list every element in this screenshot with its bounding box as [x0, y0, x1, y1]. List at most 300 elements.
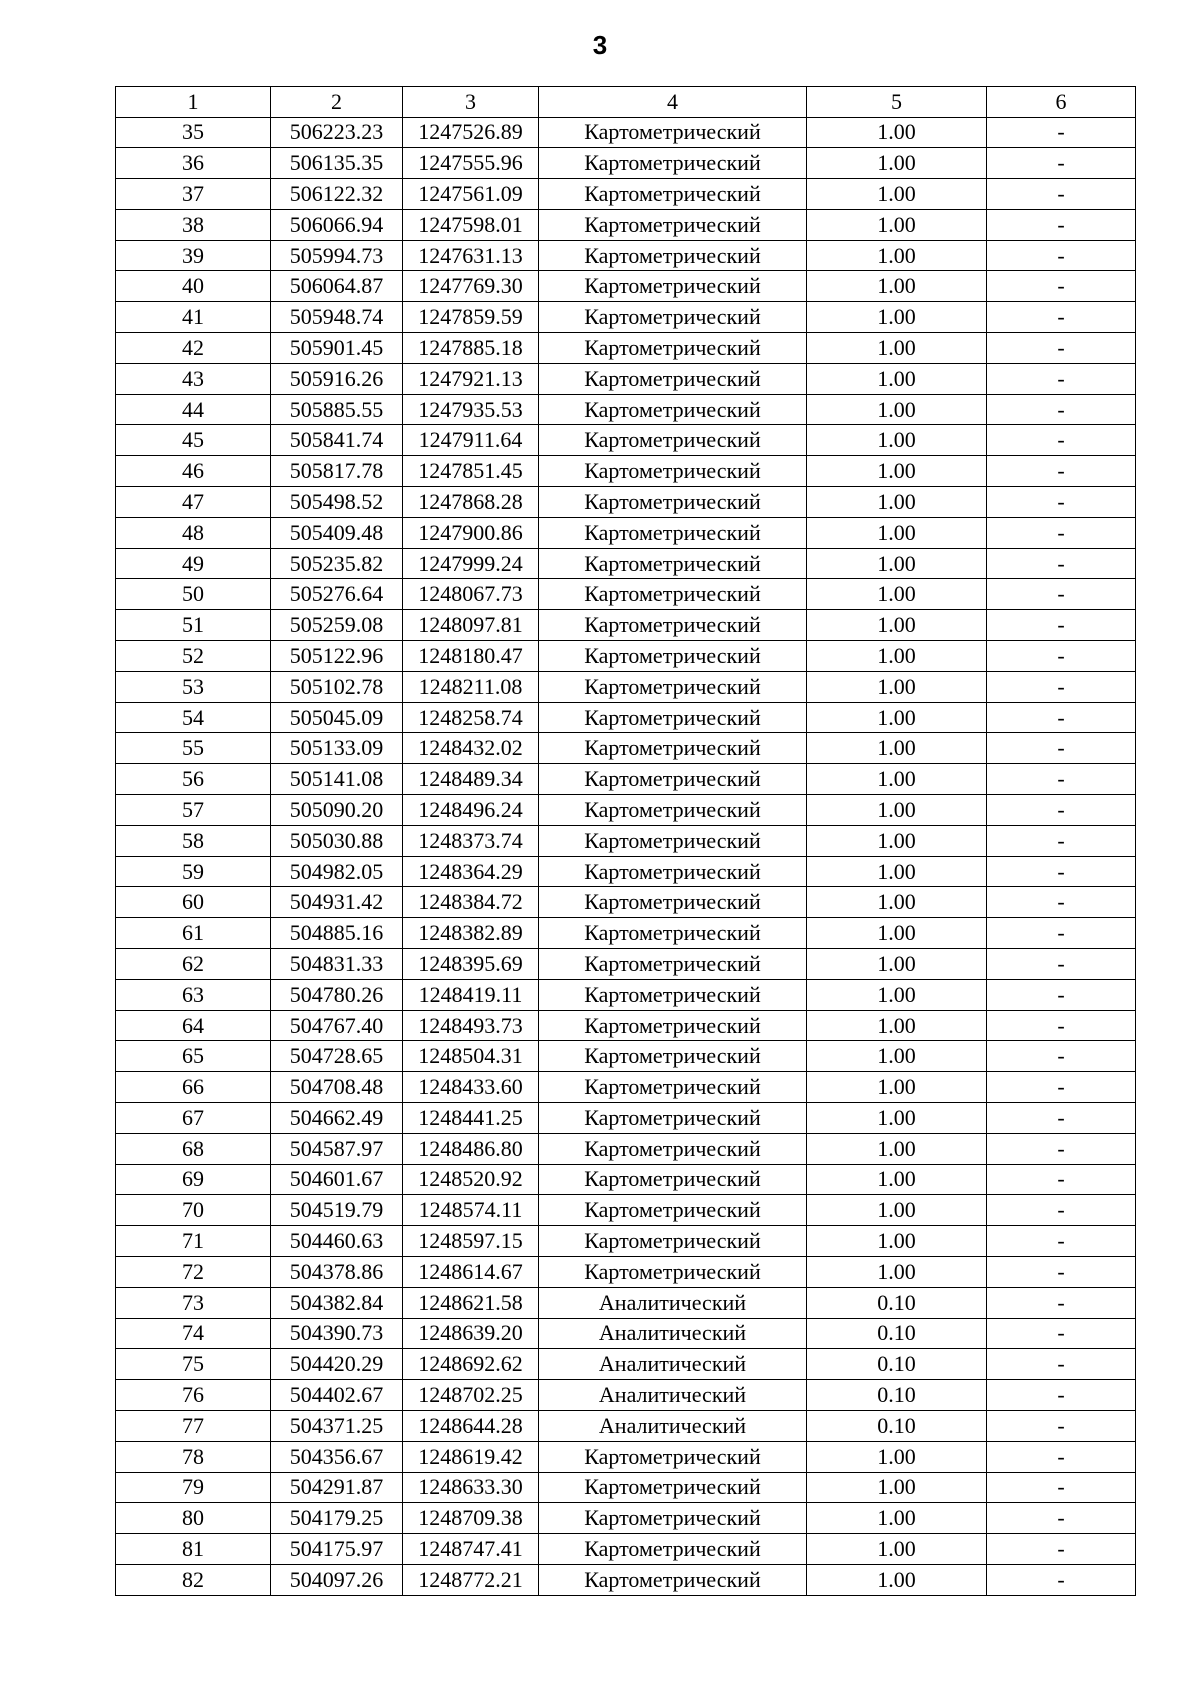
cell-accuracy: 1.00 — [807, 764, 987, 795]
cell-x-coordinate: 505102.78 — [271, 671, 403, 702]
cell-method: Картометрический — [539, 333, 807, 364]
cell-point-number: 58 — [116, 825, 271, 856]
cell-accuracy: 1.00 — [807, 117, 987, 148]
cell-note: - — [987, 641, 1136, 672]
table-row — [116, 394, 1136, 425]
cell-note: - — [987, 949, 1136, 980]
cell-y-coordinate: 1247561.09 — [403, 179, 539, 210]
cell-y-coordinate: 1248441.25 — [403, 1103, 539, 1134]
cell-point-number: 81 — [116, 1534, 271, 1565]
cell-point-number: 66 — [116, 1072, 271, 1103]
cell-point-number: 37 — [116, 179, 271, 210]
cell-y-coordinate: 1247900.86 — [403, 517, 539, 548]
cell-note: - — [987, 764, 1136, 795]
cell-x-coordinate: 505948.74 — [271, 302, 403, 333]
cell-x-coordinate: 504831.33 — [271, 949, 403, 980]
cell-accuracy: 1.00 — [807, 979, 987, 1010]
cell-method: Картометрический — [539, 949, 807, 980]
cell-point-number: 79 — [116, 1472, 271, 1503]
table-row — [116, 1349, 1136, 1380]
cell-x-coordinate: 505276.64 — [271, 579, 403, 610]
cell-method: Картометрический — [539, 1103, 807, 1134]
cell-note: - — [987, 302, 1136, 333]
cell-note: - — [987, 979, 1136, 1010]
cell-method: Картометрический — [539, 240, 807, 271]
cell-accuracy: 1.00 — [807, 918, 987, 949]
cell-accuracy: 1.00 — [807, 1256, 987, 1287]
cell-accuracy: 1.00 — [807, 1226, 987, 1257]
cell-note: - — [987, 1534, 1136, 1565]
table-row — [116, 1103, 1136, 1134]
cell-method: Картометрический — [539, 887, 807, 918]
cell-y-coordinate: 1248067.73 — [403, 579, 539, 610]
cell-x-coordinate: 504175.97 — [271, 1534, 403, 1565]
cell-point-number: 36 — [116, 148, 271, 179]
table-row — [116, 856, 1136, 887]
table-row — [116, 487, 1136, 518]
cell-x-coordinate: 504378.86 — [271, 1256, 403, 1287]
cell-y-coordinate: 1248692.62 — [403, 1349, 539, 1380]
table-row — [116, 979, 1136, 1010]
header-cell-1: 1 — [116, 87, 271, 118]
table-row — [116, 1318, 1136, 1349]
cell-point-number: 43 — [116, 363, 271, 394]
cell-method: Картометрический — [539, 702, 807, 733]
table-row — [116, 1503, 1136, 1534]
cell-point-number: 46 — [116, 456, 271, 487]
cell-y-coordinate: 1247885.18 — [403, 333, 539, 364]
cell-note: - — [987, 179, 1136, 210]
cell-accuracy: 1.00 — [807, 1010, 987, 1041]
cell-note: - — [987, 702, 1136, 733]
cell-method: Аналитический — [539, 1410, 807, 1441]
cell-y-coordinate: 1247769.30 — [403, 271, 539, 302]
cell-y-coordinate: 1247911.64 — [403, 425, 539, 456]
cell-accuracy: 1.00 — [807, 548, 987, 579]
cell-y-coordinate: 1247526.89 — [403, 117, 539, 148]
table-row — [116, 363, 1136, 394]
cell-note: - — [987, 456, 1136, 487]
cell-point-number: 59 — [116, 856, 271, 887]
cell-y-coordinate: 1247868.28 — [403, 487, 539, 518]
cell-method: Картометрический — [539, 487, 807, 518]
cell-point-number: 51 — [116, 610, 271, 641]
cell-point-number: 45 — [116, 425, 271, 456]
cell-accuracy: 1.00 — [807, 856, 987, 887]
cell-point-number: 74 — [116, 1318, 271, 1349]
cell-point-number: 73 — [116, 1287, 271, 1318]
cell-y-coordinate: 1248619.42 — [403, 1441, 539, 1472]
cell-method: Картометрический — [539, 825, 807, 856]
cell-x-coordinate: 505030.88 — [271, 825, 403, 856]
cell-method: Картометрический — [539, 1472, 807, 1503]
cell-y-coordinate: 1248382.89 — [403, 918, 539, 949]
cell-y-coordinate: 1247851.45 — [403, 456, 539, 487]
table-row — [116, 671, 1136, 702]
cell-point-number: 35 — [116, 117, 271, 148]
cell-note: - — [987, 887, 1136, 918]
table-row — [116, 1380, 1136, 1411]
cell-method: Картометрический — [539, 1503, 807, 1534]
table-row — [116, 1195, 1136, 1226]
cell-note: - — [987, 394, 1136, 425]
cell-method: Аналитический — [539, 1349, 807, 1380]
cell-point-number: 42 — [116, 333, 271, 364]
cell-method: Картометрический — [539, 795, 807, 826]
table-row — [116, 240, 1136, 271]
cell-accuracy: 1.00 — [807, 240, 987, 271]
cell-note: - — [987, 671, 1136, 702]
cell-accuracy: 1.00 — [807, 610, 987, 641]
cell-y-coordinate: 1248639.20 — [403, 1318, 539, 1349]
cell-note: - — [987, 425, 1136, 456]
cell-x-coordinate: 505901.45 — [271, 333, 403, 364]
cell-accuracy: 1.00 — [807, 733, 987, 764]
cell-method: Картометрический — [539, 271, 807, 302]
cell-method: Картометрический — [539, 610, 807, 641]
cell-x-coordinate: 504885.16 — [271, 918, 403, 949]
cell-note: - — [987, 1256, 1136, 1287]
cell-note: - — [987, 1564, 1136, 1595]
table-row — [116, 1256, 1136, 1287]
cell-accuracy: 1.00 — [807, 209, 987, 240]
cell-x-coordinate: 506064.87 — [271, 271, 403, 302]
cell-method: Аналитический — [539, 1318, 807, 1349]
cell-note: - — [987, 1472, 1136, 1503]
cell-accuracy: 1.00 — [807, 302, 987, 333]
cell-y-coordinate: 1248211.08 — [403, 671, 539, 702]
cell-method: Картометрический — [539, 363, 807, 394]
cell-x-coordinate: 504662.49 — [271, 1103, 403, 1134]
cell-method: Картометрический — [539, 1072, 807, 1103]
cell-accuracy: 1.00 — [807, 394, 987, 425]
table-row — [116, 1564, 1136, 1595]
cell-y-coordinate: 1247555.96 — [403, 148, 539, 179]
cell-method: Картометрический — [539, 1534, 807, 1565]
header-row — [116, 87, 1136, 118]
cell-method: Картометрический — [539, 548, 807, 579]
cell-accuracy: 1.00 — [807, 271, 987, 302]
table-row — [116, 333, 1136, 364]
cell-x-coordinate: 506223.23 — [271, 117, 403, 148]
cell-y-coordinate: 1247631.13 — [403, 240, 539, 271]
cell-point-number: 63 — [116, 979, 271, 1010]
cell-x-coordinate: 504587.97 — [271, 1133, 403, 1164]
cell-method: Картометрический — [539, 1010, 807, 1041]
cell-method: Картометрический — [539, 425, 807, 456]
cell-y-coordinate: 1248702.25 — [403, 1380, 539, 1411]
cell-note: - — [987, 271, 1136, 302]
table-row — [116, 610, 1136, 641]
cell-note: - — [987, 856, 1136, 887]
cell-x-coordinate: 505141.08 — [271, 764, 403, 795]
cell-note: - — [987, 333, 1136, 364]
cell-point-number: 56 — [116, 764, 271, 795]
table-row — [116, 887, 1136, 918]
cell-x-coordinate: 504291.87 — [271, 1472, 403, 1503]
cell-method: Картометрический — [539, 918, 807, 949]
cell-x-coordinate: 505817.78 — [271, 456, 403, 487]
cell-x-coordinate: 505841.74 — [271, 425, 403, 456]
cell-accuracy: 1.00 — [807, 1103, 987, 1134]
cell-method: Картометрический — [539, 856, 807, 887]
cell-point-number: 68 — [116, 1133, 271, 1164]
cell-accuracy: 1.00 — [807, 1164, 987, 1195]
cell-accuracy: 1.00 — [807, 1041, 987, 1072]
cell-method: Картометрический — [539, 764, 807, 795]
cell-x-coordinate: 505122.96 — [271, 641, 403, 672]
cell-y-coordinate: 1247859.59 — [403, 302, 539, 333]
cell-note: - — [987, 148, 1136, 179]
cell-note: - — [987, 579, 1136, 610]
table-row — [116, 641, 1136, 672]
cell-note: - — [987, 1010, 1136, 1041]
cell-note: - — [987, 1318, 1136, 1349]
cell-x-coordinate: 505916.26 — [271, 363, 403, 394]
cell-point-number: 48 — [116, 517, 271, 548]
cell-y-coordinate: 1248709.38 — [403, 1503, 539, 1534]
cell-accuracy: 1.00 — [807, 456, 987, 487]
table-row — [116, 1534, 1136, 1565]
cell-y-coordinate: 1248097.81 — [403, 610, 539, 641]
cell-accuracy: 1.00 — [807, 641, 987, 672]
cell-x-coordinate: 504601.67 — [271, 1164, 403, 1195]
cell-y-coordinate: 1248574.11 — [403, 1195, 539, 1226]
table-row — [116, 733, 1136, 764]
cell-x-coordinate: 504780.26 — [271, 979, 403, 1010]
cell-method: Картометрический — [539, 1164, 807, 1195]
cell-point-number: 78 — [116, 1441, 271, 1472]
cell-point-number: 55 — [116, 733, 271, 764]
cell-method: Картометрический — [539, 579, 807, 610]
cell-x-coordinate: 504420.29 — [271, 1349, 403, 1380]
cell-x-coordinate: 505259.08 — [271, 610, 403, 641]
cell-method: Картометрический — [539, 517, 807, 548]
cell-x-coordinate: 504982.05 — [271, 856, 403, 887]
cell-method: Картометрический — [539, 1226, 807, 1257]
cell-note: - — [987, 209, 1136, 240]
cell-accuracy: 1.00 — [807, 1503, 987, 1534]
cell-x-coordinate: 505885.55 — [271, 394, 403, 425]
cell-point-number: 54 — [116, 702, 271, 733]
cell-note: - — [987, 1072, 1136, 1103]
cell-accuracy: 1.00 — [807, 1564, 987, 1595]
cell-point-number: 39 — [116, 240, 271, 271]
cell-note: - — [987, 795, 1136, 826]
cell-point-number: 75 — [116, 1349, 271, 1380]
cell-point-number: 60 — [116, 887, 271, 918]
cell-note: - — [987, 1410, 1136, 1441]
cell-accuracy: 1.00 — [807, 1133, 987, 1164]
table-row — [116, 517, 1136, 548]
cell-y-coordinate: 1247598.01 — [403, 209, 539, 240]
table-row — [116, 949, 1136, 980]
table-body — [116, 117, 1136, 1595]
table-row — [116, 1472, 1136, 1503]
cell-x-coordinate: 504708.48 — [271, 1072, 403, 1103]
page-number: 3 — [592, 30, 608, 60]
cell-point-number: 50 — [116, 579, 271, 610]
cell-accuracy: 0.10 — [807, 1287, 987, 1318]
cell-method: Картометрический — [539, 148, 807, 179]
cell-accuracy: 0.10 — [807, 1380, 987, 1411]
cell-note: - — [987, 825, 1136, 856]
table-row — [116, 548, 1136, 579]
cell-x-coordinate: 505133.09 — [271, 733, 403, 764]
cell-x-coordinate: 504728.65 — [271, 1041, 403, 1072]
cell-method: Картометрический — [539, 209, 807, 240]
cell-note: - — [987, 1503, 1136, 1534]
cell-y-coordinate: 1248384.72 — [403, 887, 539, 918]
header-cell-2: 2 — [271, 87, 403, 118]
cell-accuracy: 1.00 — [807, 1441, 987, 1472]
cell-y-coordinate: 1248364.29 — [403, 856, 539, 887]
cell-accuracy: 1.00 — [807, 333, 987, 364]
cell-y-coordinate: 1248621.58 — [403, 1287, 539, 1318]
table-row — [116, 918, 1136, 949]
cell-method: Картометрический — [539, 671, 807, 702]
cell-y-coordinate: 1248180.47 — [403, 641, 539, 672]
cell-x-coordinate: 504356.67 — [271, 1441, 403, 1472]
cell-note: - — [987, 548, 1136, 579]
cell-x-coordinate: 504382.84 — [271, 1287, 403, 1318]
cell-x-coordinate: 505498.52 — [271, 487, 403, 518]
cell-accuracy: 1.00 — [807, 148, 987, 179]
cell-point-number: 47 — [116, 487, 271, 518]
cell-accuracy: 1.00 — [807, 179, 987, 210]
cell-point-number: 64 — [116, 1010, 271, 1041]
cell-point-number: 71 — [116, 1226, 271, 1257]
cell-x-coordinate: 505235.82 — [271, 548, 403, 579]
cell-x-coordinate: 504179.25 — [271, 1503, 403, 1534]
cell-x-coordinate: 504390.73 — [271, 1318, 403, 1349]
cell-note: - — [987, 610, 1136, 641]
cell-note: - — [987, 1226, 1136, 1257]
cell-method: Картометрический — [539, 979, 807, 1010]
cell-y-coordinate: 1248419.11 — [403, 979, 539, 1010]
cell-point-number: 82 — [116, 1564, 271, 1595]
cell-point-number: 70 — [116, 1195, 271, 1226]
table-row — [116, 209, 1136, 240]
cell-note: - — [987, 240, 1136, 271]
cell-point-number: 52 — [116, 641, 271, 672]
cell-accuracy: 0.10 — [807, 1318, 987, 1349]
table-header — [116, 87, 1136, 118]
cell-method: Картометрический — [539, 1256, 807, 1287]
cell-y-coordinate: 1247921.13 — [403, 363, 539, 394]
cell-point-number: 49 — [116, 548, 271, 579]
cell-method: Картометрический — [539, 1041, 807, 1072]
cell-method: Картометрический — [539, 179, 807, 210]
cell-note: - — [987, 918, 1136, 949]
cell-method: Картометрический — [539, 1441, 807, 1472]
cell-point-number: 38 — [116, 209, 271, 240]
cell-accuracy: 1.00 — [807, 949, 987, 980]
cell-accuracy: 1.00 — [807, 487, 987, 518]
header-cell-6: 6 — [987, 87, 1136, 118]
cell-point-number: 62 — [116, 949, 271, 980]
cell-y-coordinate: 1248747.41 — [403, 1534, 539, 1565]
cell-note: - — [987, 1287, 1136, 1318]
cell-x-coordinate: 504767.40 — [271, 1010, 403, 1041]
cell-point-number: 77 — [116, 1410, 271, 1441]
cell-point-number: 67 — [116, 1103, 271, 1134]
cell-method: Картометрический — [539, 1195, 807, 1226]
cell-note: - — [987, 1349, 1136, 1380]
cell-point-number: 53 — [116, 671, 271, 702]
cell-point-number: 61 — [116, 918, 271, 949]
table-row — [116, 1441, 1136, 1472]
cell-accuracy: 1.00 — [807, 825, 987, 856]
table-row — [116, 764, 1136, 795]
cell-method: Картометрический — [539, 1133, 807, 1164]
cell-y-coordinate: 1248520.92 — [403, 1164, 539, 1195]
cell-x-coordinate: 506135.35 — [271, 148, 403, 179]
cell-accuracy: 0.10 — [807, 1410, 987, 1441]
cell-point-number: 69 — [116, 1164, 271, 1195]
cell-x-coordinate: 504931.42 — [271, 887, 403, 918]
table-row — [116, 702, 1136, 733]
cell-accuracy: 1.00 — [807, 795, 987, 826]
cell-accuracy: 1.00 — [807, 517, 987, 548]
cell-y-coordinate: 1248432.02 — [403, 733, 539, 764]
cell-accuracy: 1.00 — [807, 425, 987, 456]
cell-y-coordinate: 1248395.69 — [403, 949, 539, 980]
cell-note: - — [987, 1195, 1136, 1226]
cell-note: - — [987, 1041, 1136, 1072]
cell-y-coordinate: 1248486.80 — [403, 1133, 539, 1164]
cell-y-coordinate: 1248496.24 — [403, 795, 539, 826]
table-row — [116, 1010, 1136, 1041]
cell-y-coordinate: 1248373.74 — [403, 825, 539, 856]
cell-method: Аналитический — [539, 1287, 807, 1318]
cell-note: - — [987, 733, 1136, 764]
table-row — [116, 179, 1136, 210]
cell-method: Картометрический — [539, 117, 807, 148]
cell-method: Картометрический — [539, 456, 807, 487]
cell-x-coordinate: 504402.67 — [271, 1380, 403, 1411]
table-row — [116, 579, 1136, 610]
table-row — [116, 1041, 1136, 1072]
cell-point-number: 57 — [116, 795, 271, 826]
header-cell-5: 5 — [807, 87, 987, 118]
cell-y-coordinate: 1248633.30 — [403, 1472, 539, 1503]
cell-accuracy: 1.00 — [807, 702, 987, 733]
cell-y-coordinate: 1248489.34 — [403, 764, 539, 795]
cell-accuracy: 0.10 — [807, 1349, 987, 1380]
cell-point-number: 76 — [116, 1380, 271, 1411]
cell-x-coordinate: 506122.32 — [271, 179, 403, 210]
cell-note: - — [987, 1380, 1136, 1411]
cell-x-coordinate: 505045.09 — [271, 702, 403, 733]
cell-accuracy: 1.00 — [807, 363, 987, 394]
table-row — [116, 1164, 1136, 1195]
cell-note: - — [987, 487, 1136, 518]
cell-point-number: 40 — [116, 271, 271, 302]
cell-method: Картометрический — [539, 302, 807, 333]
cell-x-coordinate: 504371.25 — [271, 1410, 403, 1441]
table-row — [116, 302, 1136, 333]
cell-accuracy: 1.00 — [807, 887, 987, 918]
table-row — [116, 1072, 1136, 1103]
cell-accuracy: 1.00 — [807, 579, 987, 610]
cell-accuracy: 1.00 — [807, 1195, 987, 1226]
cell-y-coordinate: 1248258.74 — [403, 702, 539, 733]
cell-method: Картометрический — [539, 1564, 807, 1595]
cell-y-coordinate: 1248433.60 — [403, 1072, 539, 1103]
coordinates-table — [115, 86, 1136, 1596]
header-cell-4: 4 — [539, 87, 807, 118]
